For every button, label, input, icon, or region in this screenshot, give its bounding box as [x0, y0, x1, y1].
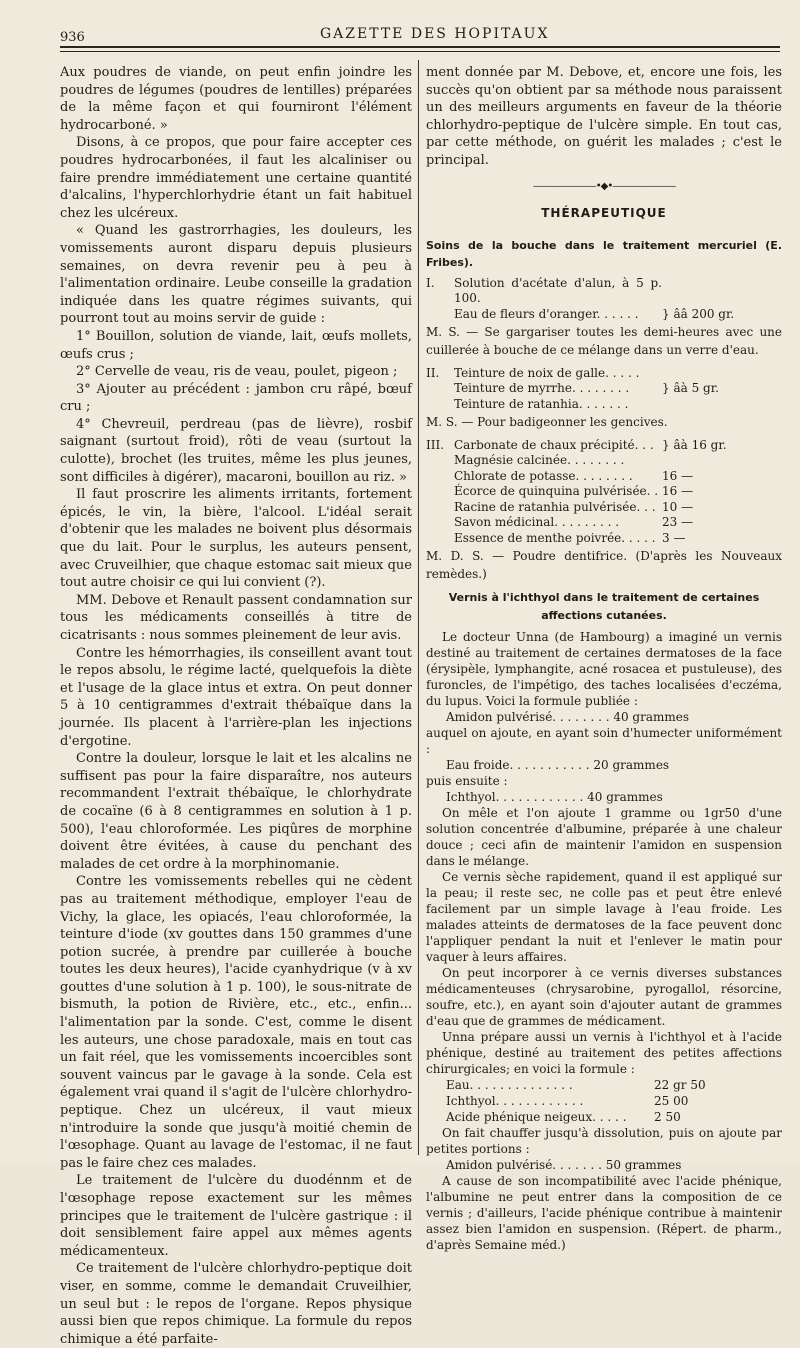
page-header: [60, 22, 780, 46]
right-column: [426, 64, 782, 1253]
quantity: [662, 276, 782, 307]
left-column: [60, 64, 412, 1348]
ingredient: Essence de menthe poivrée. . . . .: [454, 530, 656, 545]
quantity: [662, 453, 782, 469]
ingredient: Savon médicinal. . . . . . . . .: [454, 515, 620, 530]
ingredient: Teinture de noix de galle. . . . .: [454, 365, 640, 380]
quantity: 10 —: [662, 499, 694, 514]
header-rule: [60, 46, 780, 48]
ingredient: Acide phénique neigeux. . . . .: [446, 1109, 627, 1124]
paragraph: Unna prépare aussi un vernis à l'ichthyol et à l'acide phénique, destiné au traitement des petites affections chirurgicales; en voici la formule :: [426, 1029, 782, 1076]
journal-title: GAZETTE DES HOPITAUX: [320, 26, 550, 42]
formula-1: [426, 276, 782, 323]
page-number: 936: [60, 30, 85, 45]
formula-line: Ichthyol. . . . . . . . . . . . 40 grammes: [446, 789, 663, 804]
subsection-title: Vernis à l'ichthyol dans le traitement de certaines affections cutanées.: [448, 591, 760, 622]
paragraph: ment donnée par M. Debove, et, encore une fois, les succès qu'on obtient par sa méthode nous paraissent un des meilleurs arguments en faveur de la théorie chlorhydro-peptique de l'ulcère simple. En tout cas, par cette méthode, on guérit les malades ; c'est le principal.: [426, 65, 782, 168]
formula-number: II.: [426, 365, 440, 380]
paragraph: Ce vernis sèche rapidement, quand il est appliqué sur la peau; il reste sec, ne colle pas et peut être enlevé facilement par un simple lavage à l'eau froide. Les malades atteints de dermatoses de la face peuvent donc l'appliquer pendant la nuit et l'enlever le matin pour vaquer à leurs affaires.: [426, 869, 782, 964]
quantity: 22 gr 50: [654, 1077, 706, 1092]
formula-instruction: M. D. S. — Poudre dentifrice. (D'après les Nouveaux remèdes.): [426, 549, 782, 581]
paragraph: Aux poudres de viande, on peut enfin joindre les poudres de légumes (poudres de lentilles) préparées de la même façon et qui fourniront l'élément hydrocarboné. »: [60, 65, 412, 133]
header-rule-thin: [60, 51, 780, 52]
formula-3: [426, 438, 782, 547]
paragraph: On peut incorporer à ce vernis diverses substances médicamenteuses (chrysarobine, pyrogallol, résorcine, soufre, etc.), en ayant soin d'ajouter autant de grammes d'eau que de grammes de médicament.: [426, 965, 782, 1028]
paragraph: Le docteur Unna (de Hambourg) a imaginé un vernis destiné au traitement de certaines dermatoses de la face (érysipèle, lymphangite, acné rosacea et pustuleuse), des furoncles, de l'impétigo, des taches localisées d'eczéma, du lupus. Voici la formule publiée :: [426, 629, 782, 708]
paragraph: Il faut proscrire les aliments irritants, fortement épicés, le vin, la bière, l'alcool. L'idéal serait d'obtenir que les malades ne boivent plus désormais que du lait. Pour le surplus, les auteurs pensent, avec Cruveilhier, que chaque estomac sait mieux que tout autre choisir ce qui lui convient (?).: [60, 487, 412, 591]
column-divider: [418, 60, 419, 1155]
list-item: 2° Cervelle de veau, ris de veau, poulet, pigeon ;: [76, 364, 398, 380]
quantity: } âà 5 gr.: [662, 381, 719, 396]
ingredient: Chlorate de potasse. . . . . . . .: [454, 468, 633, 483]
quantity: 2 50: [654, 1109, 681, 1124]
paragraph: « Quand les gastrorrhagies, les douleurs, les vomissements auront disparu depuis plusieurs semaines, on devra revenir peu à peu à l'alimentation ordinaire. Leube conseille la gradation indiquée dans les quatre régimes suivants, qui pourront tout au moins servir de guide :: [60, 223, 412, 327]
paragraph: Contre les hémorrhagies, ils conseillent avant tout le repos absolu, le régime lacté, quelquefois la diète et l'usage de la glace intus et extra. On peut donner 5 à 10 centigrammes d'extrait thébaïque dans la journée. Ils placent à l'arrière-plan les injections d'ergotine.: [60, 645, 412, 749]
quantity: 16 —: [662, 468, 694, 483]
formula-instruction: M. S. — Se gargariser toutes les demi-heures avec une cuillerée à bouche de ce mélange dans un verre d'eau.: [426, 325, 782, 358]
formula-line: Amidon pulvérisé. . . . . . . . 40 grammes: [446, 709, 689, 724]
quantity: } ââ 200 gr.: [662, 306, 735, 321]
paragraph: A cause de son incompatibilité avec l'acide phénique, l'albumine ne peut entrer dans la composition de ce vernis ; d'ailleurs, l'acide phénique contribue à maintenir assez bien l'amidon en suspension. (Répert. de pharm., d'après Semaine méd.): [426, 1173, 782, 1252]
ingredient: Carbonate de chaux précipité. . .: [454, 437, 654, 452]
ingredient: Ichthyol. . . . . . . . . . . .: [446, 1093, 584, 1108]
formula-number: III.: [426, 437, 445, 452]
quantity: [662, 366, 782, 382]
paragraph: Contre les vomissements rebelles qui ne cèdent pas au traitement méthodique, employer l'eau de Vichy, la glace, les opiacés, l'eau chloroformée, la teinture d'iode (xv gouttes dans 150 grammes d'une potion sucrée, à prendre par cuillerée à bouche toutes les deux heures), l'acide cyanhydrique (v à xv gouttes d'une solution à 1 p. 100), le sous-nitrate de bismuth, la potion de Rivière, etc., etc., enfin... l'alimentation par la sonde. C'est, comme le disent les auteurs, une chose paradoxale, mais en tout cas un fait réel, que les vomissements incoercibles sont souvent vaincus par le gavage à la sonde. Cela est également vrai quand il s'agit de l'ulcère chlorhydro-peptique. Chez un ulcéreux, il vaut mieux n'introduire la sonde que jusqu'à moitié chemin de l'œsophage. Quant au lavage de l'estomac, il ne faut pas le faire chez ces malades.: [60, 874, 412, 1171]
ingredient: Racine de ratanhia pulvérisée. . .: [454, 499, 656, 514]
quantity: [662, 397, 782, 413]
paragraph: Contre la douleur, lorsque le lait et les alcalins ne suffisent pas pour la faire disparaître, nos auteurs recommandent l'extrait thébaïque, le chlorhydrate de cocaïne (6 à 8 centigrammes en solution à 1 p. 500), l'eau chloroformée. Les piqûres de morphine doivent être évitées, à cause du penchant des malades de cet ordre à la morphinomanie.: [60, 751, 412, 872]
list-item: 1° Bouillon, solution de viande, lait, œufs mollets, œufs crus ;: [60, 328, 412, 362]
ingredient: Magnésie calcinée. . . . . . . .: [454, 453, 625, 468]
paragraph: Le traitement de l'ulcère du duodénnm et de l'œsophage repose exactement sur les mêmes principes que le traitement de l'ulcère gastrique : il doit sensiblement faire appel aux mêmes agents médicamenteux.: [60, 1173, 412, 1259]
ingredient: Eau. . . . . . . . . . . . . .: [446, 1077, 573, 1092]
paragraph: puis ensuite :: [426, 773, 508, 788]
subsection-title: Soins de la bouche dans le traitement mercuriel (E. Fribes).: [426, 238, 782, 270]
quantity: 3 —: [662, 530, 686, 545]
quantity: 25 00: [654, 1093, 689, 1108]
quantity: 23 —: [662, 515, 694, 530]
section-title: THÉRAPEUTIQUE: [541, 206, 667, 221]
ingredient: Eau de fleurs d'oranger. . . . . .: [454, 306, 639, 321]
paragraph: Ce traitement de l'ulcère chlorhydro-peptique doit viser, en somme, comme le demandait Cruveilhier, un seul but : le repos de l'organe. Repos physique aussi bien que repos chimique. La formule du repos chimique a été parfaite-: [60, 1261, 412, 1347]
section-separator: ———————•◆•———————: [532, 180, 676, 192]
formula-2: [426, 366, 782, 413]
ingredient: Teinture de myrrhe. . . . . . . .: [454, 381, 630, 396]
paragraph: Disons, à ce propos, que pour faire accepter ces poudres hydrocarbonées, il faut les alcaliniser ou faire prendre immédiatement une certaine quantité d'alcalins, l'hyperchlorhydrie étant un fait habituel chez les ulcéreux.: [60, 135, 412, 221]
formula-number: I.: [426, 275, 435, 290]
list-item: 4° Chevreuil, perdreau (pas de lièvre), rosbif saignant (surtout froid), rôti de veau (surtout la culotte), brochet (les truites, même les plus jeunes, sont difficiles à digérer), macaroni, bouillon au riz. »: [60, 416, 412, 485]
paragraph: MM. Debove et Renault passent condamnation sur tous les médicaments conseillés à titre de cicatrisants : nous sommes pleinement de leur avis.: [60, 592, 412, 643]
formula-line: Eau froide. . . . . . . . . . . 20 grammes: [446, 757, 670, 772]
formula-instruction: M. S. — Pour badigeonner les gencives.: [426, 415, 668, 430]
ingredient: Teinture de ratanhia. . . . . . .: [454, 396, 629, 411]
ingredient: Solution d'acétate d'alun, à 5 p. 100.: [454, 275, 662, 306]
paragraph: auquel on ajoute, en ayant soin d'humecter uniformément :: [426, 725, 782, 756]
ingredient: Écorce de quinquina pulvérisée. .: [454, 484, 659, 499]
paragraph: On fait chauffer jusqu'à dissolution, puis on ajoute par petites portions :: [426, 1125, 782, 1156]
paragraph: On mêle et l'on ajoute 1 gramme ou 1gr50 d'une solution concentrée d'albumine, préparée à une chaleur douce ; ceci afin de maintenir l'amidon en suspension dans le mélange.: [426, 805, 782, 868]
quantity: 16 —: [662, 484, 694, 499]
quantity: } âà 16 gr.: [662, 437, 727, 452]
formula-line: Amidon pulvérisé. . . . . . . 50 grammes: [446, 1157, 682, 1172]
list-item: 3° Ajouter au précédent : jambon cru râpé, bœuf cru ;: [60, 381, 412, 415]
